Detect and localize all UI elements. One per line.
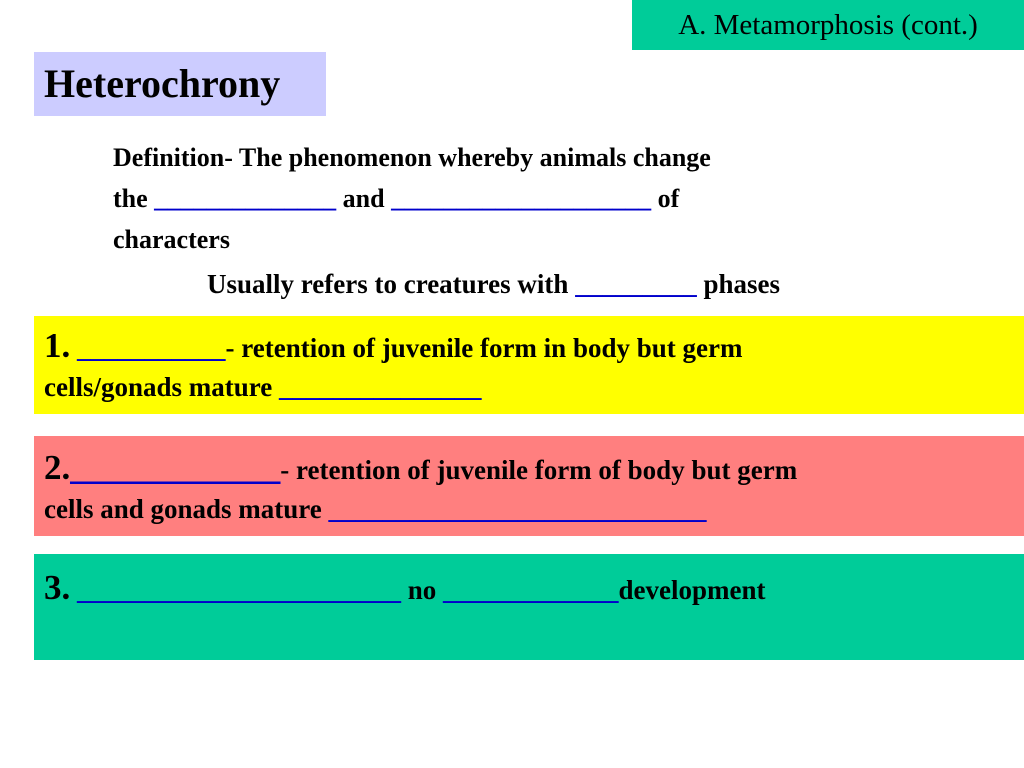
item-3-box (34, 554, 1024, 660)
usually-blank: _________ (575, 269, 697, 299)
definition-text-2b: and (336, 184, 392, 213)
definition-blank-1: ______________ (154, 184, 337, 213)
section-tag (632, 0, 1024, 50)
item-2-box (34, 436, 1024, 536)
definition-line-1 (113, 137, 913, 178)
item-2-number: 2. (44, 448, 71, 487)
definition-text-1: Definition- The phenomenon whereby animals change (113, 143, 711, 172)
item-1-text-1: - retention of juvenile form in body but germ (225, 333, 743, 363)
item-2-text-1: - retention of juvenile form of body but germ (280, 455, 798, 485)
usually-text-b: phases (696, 269, 780, 299)
item-2-line-1 (44, 448, 797, 488)
definition-blank-2: ____________________ (391, 184, 652, 213)
item-1-blank-1: ___________ (70, 333, 226, 363)
item-1-blank-2: _______________ (279, 372, 482, 402)
item-1-number: 1. (44, 326, 71, 365)
item-2-blank-1: ____________ (70, 448, 281, 487)
usually-text-a: Usually refers to creatures with (207, 269, 576, 299)
item-1-text-2: cells/gonads mature (44, 372, 279, 402)
definition (113, 137, 913, 260)
section-tag-text: A. Metamorphosis (cont.) (678, 8, 978, 41)
item-2-blank-2: ____________________________ (328, 494, 707, 524)
item-2-line-2 (44, 494, 707, 525)
item-3-text-1: no (401, 575, 444, 605)
item-1-box (34, 316, 1024, 414)
item-3-text-2: development (618, 575, 766, 605)
page-title-text: Heterochrony (44, 61, 281, 106)
item-3-number: 3. (44, 568, 71, 607)
definition-text-2c: of (651, 184, 680, 213)
page-title (34, 52, 326, 116)
item-3-line-1 (44, 568, 766, 608)
item-2-text-2: cells and gonads mature (44, 494, 329, 524)
definition-text-3: characters (113, 225, 230, 254)
item-3-blank-2: _____________ (443, 575, 619, 605)
definition-line-3 (113, 219, 913, 260)
item-1-line-2 (44, 372, 482, 403)
item-1-line-1 (44, 326, 742, 366)
definition-line-2 (113, 178, 913, 219)
item-3-blank-1: ________________________ (70, 575, 401, 605)
usually-note (207, 264, 967, 304)
definition-text-2a: the (113, 184, 155, 213)
